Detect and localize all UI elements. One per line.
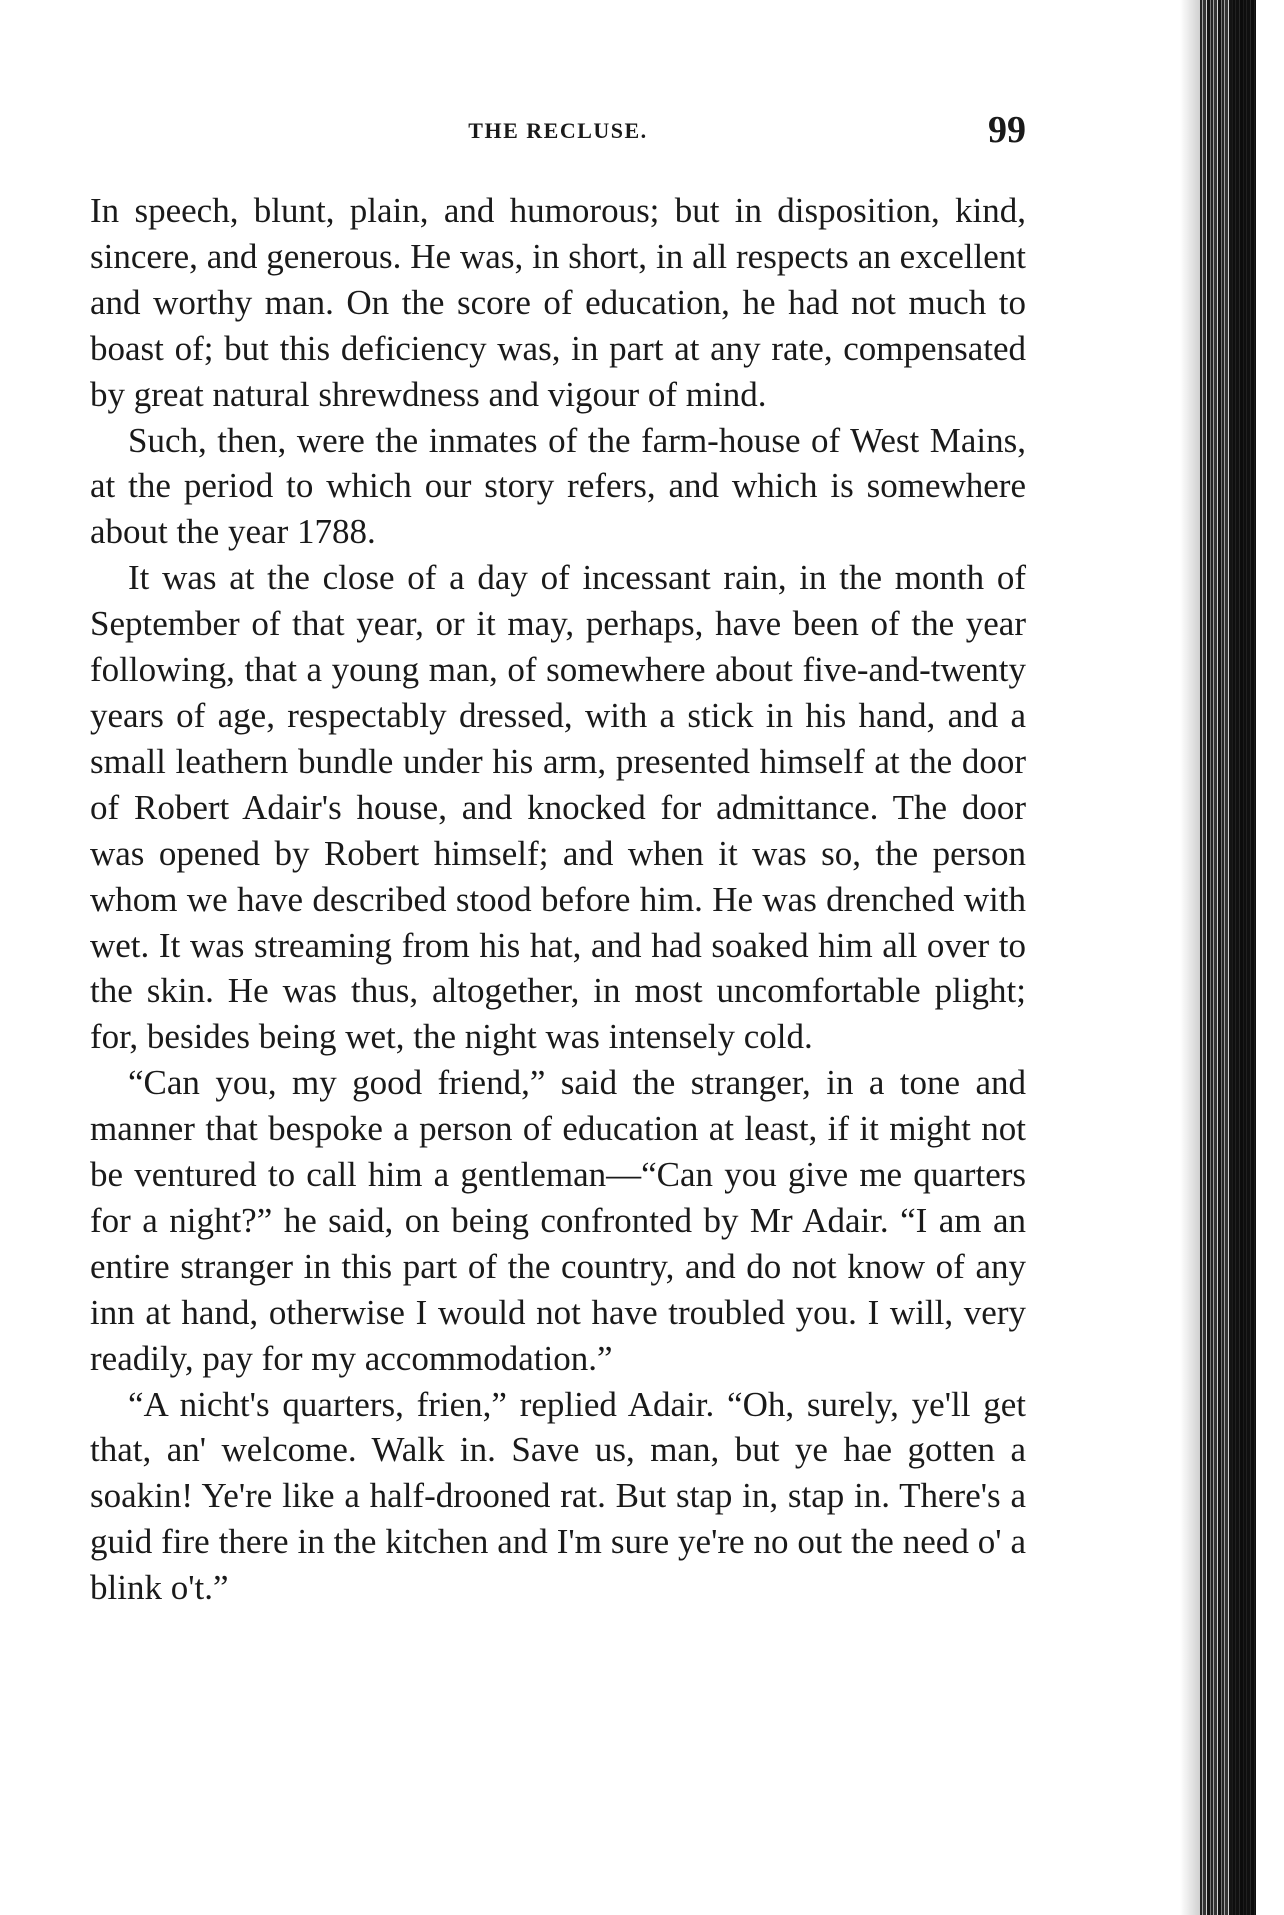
book-binding-spine	[1232, 0, 1256, 1915]
paragraph: Such, then, were the inmates of the farm-house of West Mains, at the period to which our story refers, and which is somewhere about the year 1788.	[90, 420, 1026, 552]
paragraph: “Can you, my good friend,” said the stranger, in a tone and manner that bespoke a person of education at least, if it might not be ventured to call him a gentleman—“Can you give me quarters for a night?” he said, on being confronted by Mr Adair. “I am an entire stranger in this part of the country, and do not know of any inn at hand, otherwise I would not have troubled you. I will, very readily, pay for my accommodation.”	[90, 1063, 1026, 1378]
running-title: THE RECLUSE.	[468, 118, 648, 143]
page-header	[90, 108, 1026, 152]
binding-shadow	[1180, 0, 1200, 1915]
paragraph: It was at the close of a day of incessant rain, in the month of September of that year, or it may, perhaps, have been of the year following, that a young man, of somewhere about five-and-twenty years of age, respectably dressed, with a stick in his hand, and a small leathern bundle under his arm, presented himself at the door of Robert Adair's house, and knocked for admittance. The door was opened by Robert himself; and when it was so, the person whom we have described stood before him. He was drenched with wet. It was streaming from his hat, and had soaked him all over to the skin. He was thus, altogether, in most uncomfortable plight; for, besides being wet, the night was intensely cold.	[90, 558, 1026, 1057]
paragraph: In speech, blunt, plain, and humorous; but in disposition, kind, sincere, and generous. He was, in short, in all respects an excellent and worthy man. On the score of education, he had not much to boast of; but this deficiency was, in part at any rate, compensated by great natural shrewdness and vigour of mind.	[90, 191, 1026, 414]
body-text	[90, 188, 1026, 1611]
page-number: 99	[988, 109, 1026, 151]
paragraph: “A nicht's quarters, frien,” replied Adair. “Oh, surely, ye'll get that, an' welcome. Walk in. Save us, man, but ye hae gotten a soakin! Ye're like a half-drooned rat. But stap in, stap in. There's a guid fire there in the kitchen and I'm sure ye're no out the need o' a blink o't.”	[90, 1384, 1026, 1608]
